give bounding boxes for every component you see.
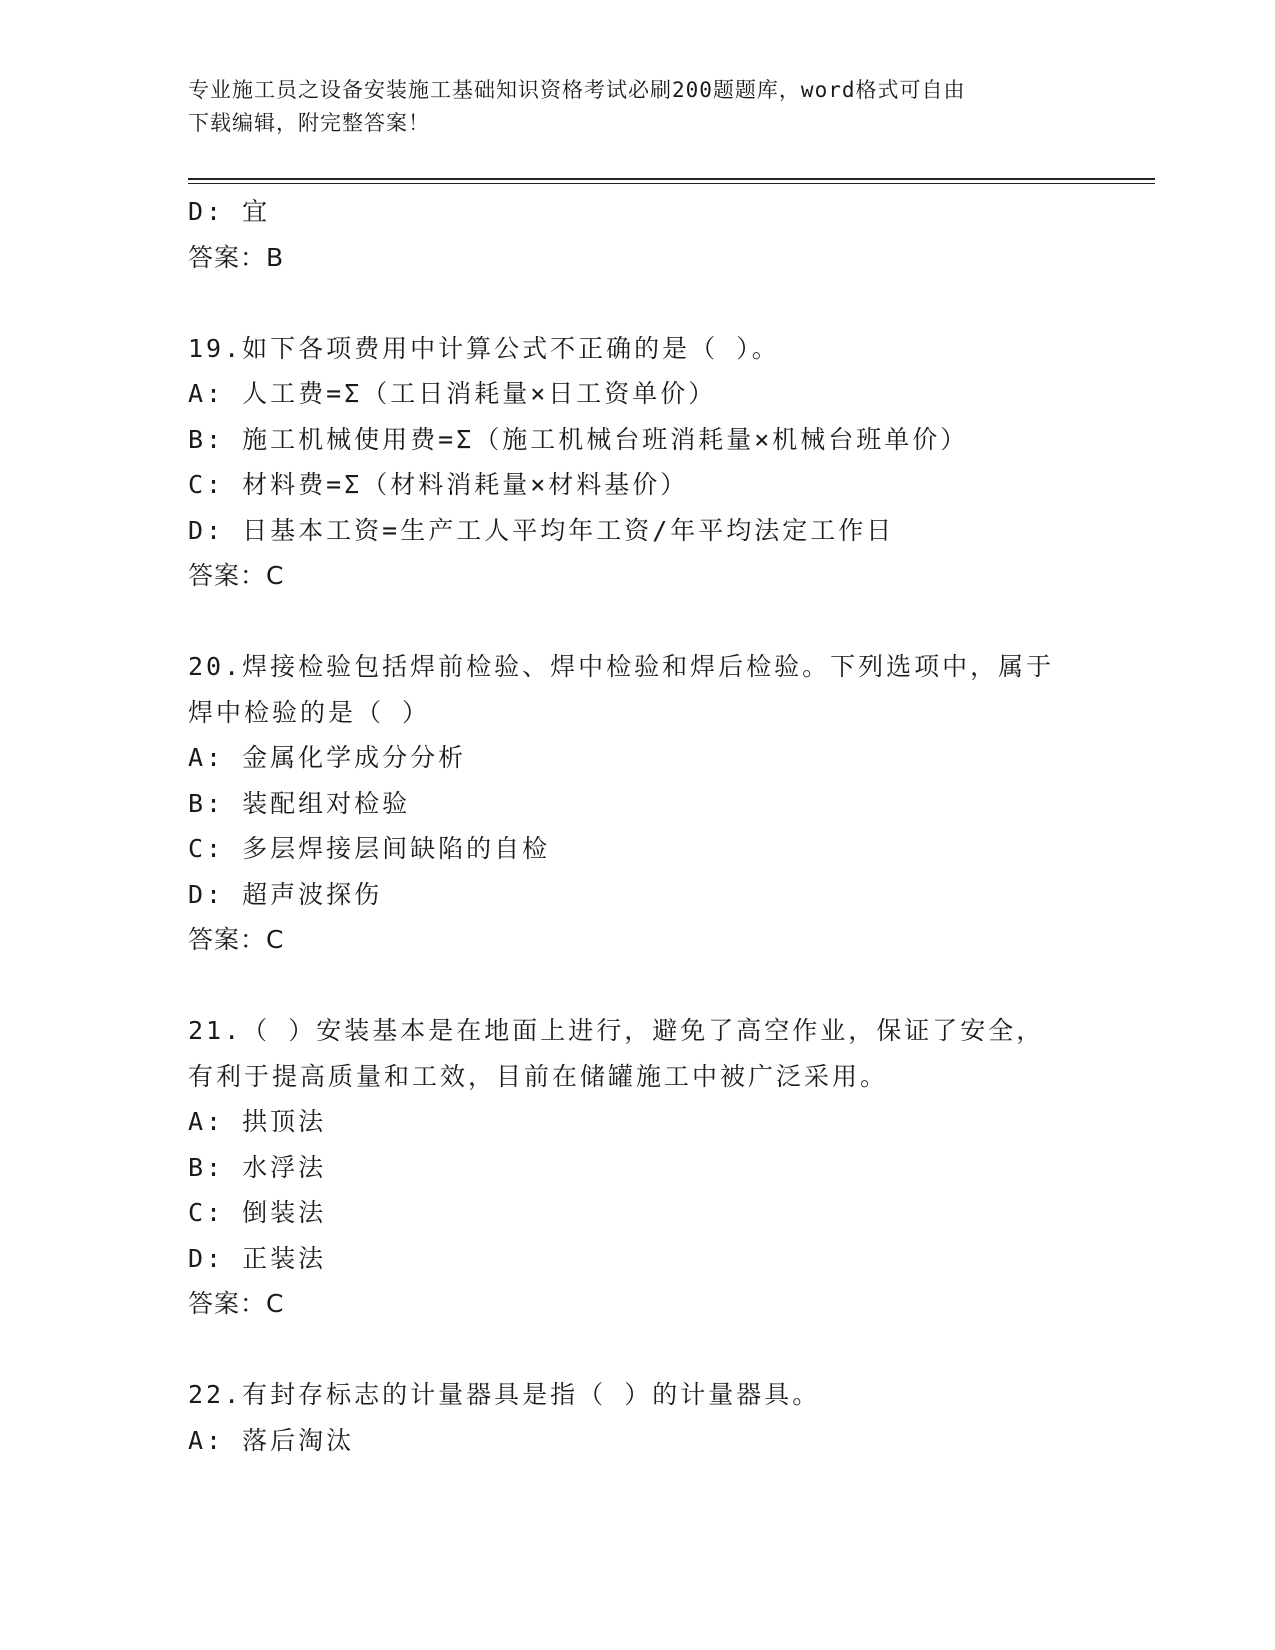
question-text: 有利于提高质量和工效，目前在储罐施工中被广泛采用。 (188, 1061, 889, 1091)
option-text: A: 金属化学成分分析 (188, 743, 467, 772)
option-text: C: 材料费=Σ（材料消耗量×材料基价） (188, 470, 689, 499)
header-divider-thin (188, 183, 1155, 184)
answer-text: 答案：C (188, 561, 285, 590)
option-text: D: 日基本工资=生产工人平均年工资/年平均法定工作日 (188, 515, 895, 545)
option-text: A: 拱顶法 (188, 1107, 327, 1136)
answer-text: 答案：C (188, 925, 285, 954)
question-text: 22.有封存标志的计量器具是指（ ）的计量器具。 (188, 1380, 821, 1409)
option-text: A: 落后淘汰 (188, 1425, 355, 1455)
answer-text: 答案：C (188, 1289, 285, 1318)
option-text: D: 宜 (188, 197, 271, 226)
option-text: B: 水浮法 (188, 1152, 327, 1182)
answer-text: 答案：B (188, 242, 285, 272)
option-text: A: 人工费=Σ（工日消耗量×日工资单价） (188, 379, 717, 408)
option-text: D: 正装法 (188, 1243, 327, 1273)
spacer (188, 963, 1088, 1009)
option-text: C: 多层焊接层间缺陷的自检 (188, 834, 551, 863)
question-text: 焊中检验的是（ ） (188, 697, 431, 727)
question-text: 19.如下各项费用中计算公式不正确的是（ ）。 (188, 333, 780, 363)
spacer (188, 1327, 1088, 1373)
option-text: B: 装配组对检验 (188, 788, 411, 818)
spacer (188, 280, 1088, 326)
header-line-2: 下载编辑，附完整答案！ (188, 111, 430, 135)
question-list (188, 189, 1088, 1463)
header-divider-thick (188, 178, 1155, 180)
option-text: B: 施工机械使用费=Σ（施工机械台班消耗量×机械台班单价） (188, 424, 969, 454)
question-text: 20.焊接检验包括焊前检验、焊中检验和焊后检验。下列选项中，属于 (188, 652, 1055, 681)
document-header (188, 74, 1068, 140)
question-text: 21.（ ）安装基本是在地面上进行，避免了高空作业，保证了安全， (188, 1016, 1045, 1045)
header-line-1: 专业施工员之设备安装施工基础知识资格考试必刷200题题库，word格式可自由 (188, 78, 966, 102)
option-text: C: 倒装法 (188, 1198, 327, 1227)
option-text: D: 超声波探伤 (188, 879, 383, 909)
spacer (188, 599, 1088, 645)
